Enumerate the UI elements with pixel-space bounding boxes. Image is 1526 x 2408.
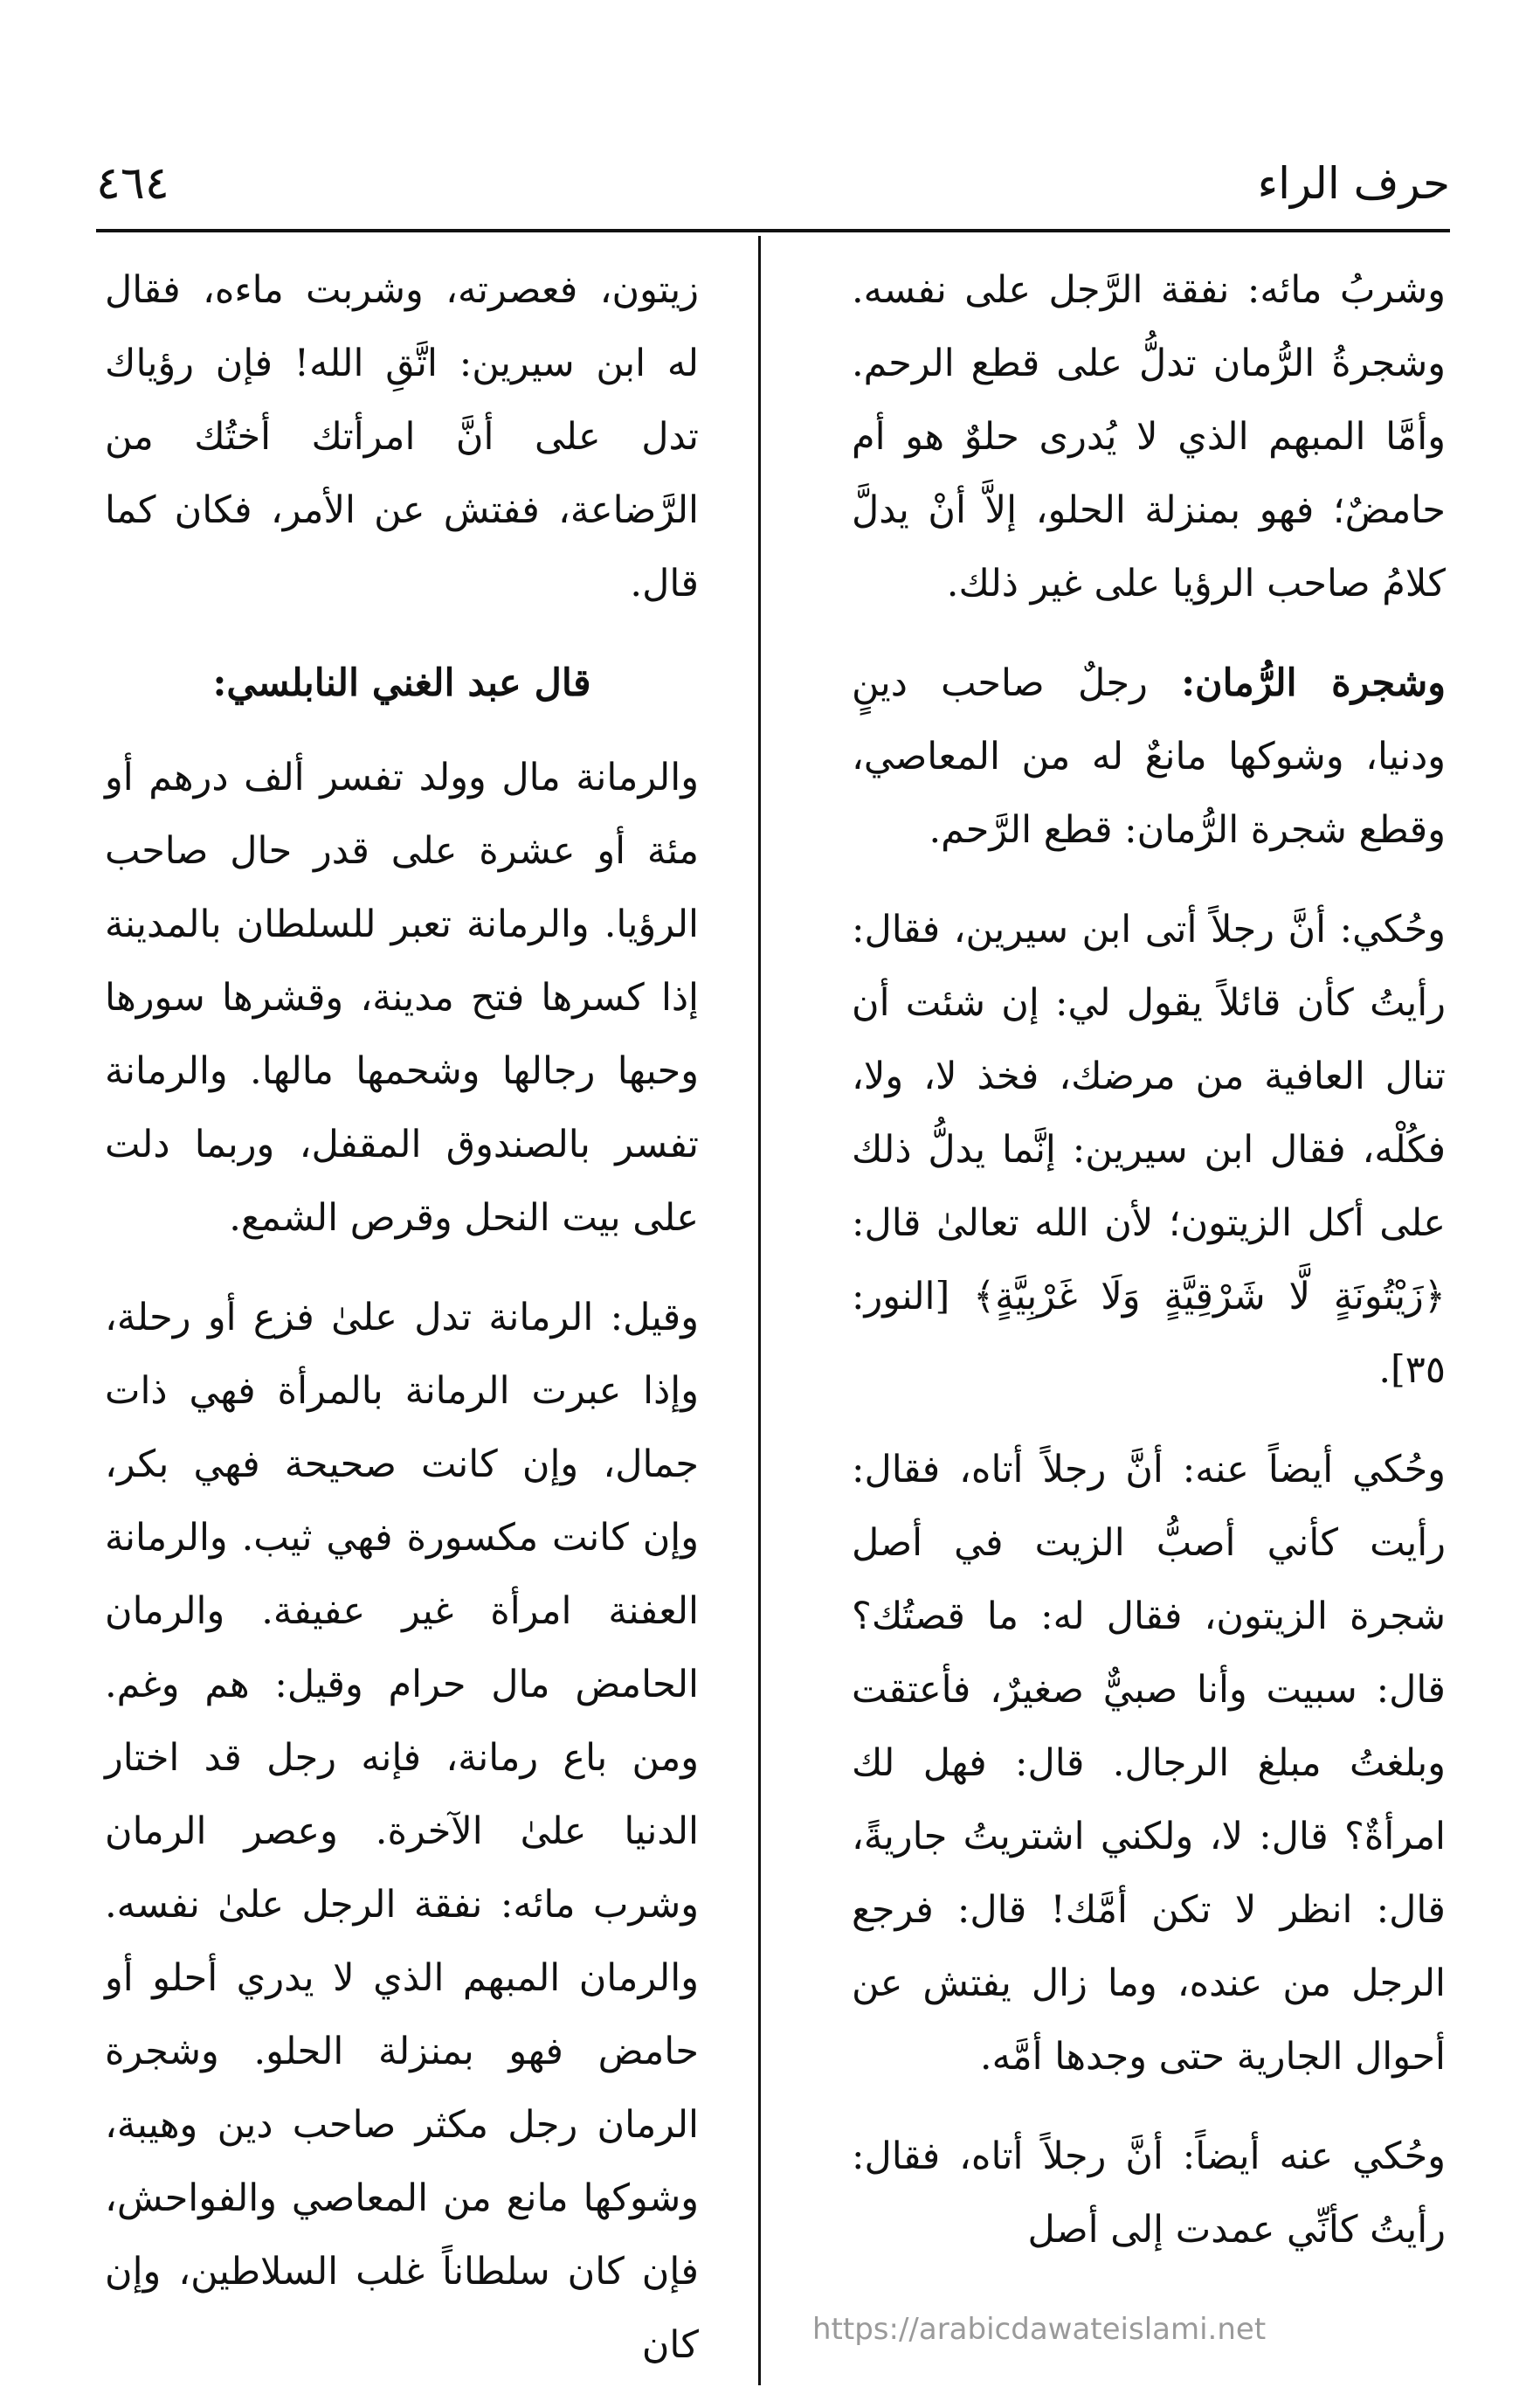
left-column	[105, 253, 699, 2408]
page-number: ٤٦٤	[96, 157, 169, 210]
watermark-url: https://arabicdawateislami.net	[812, 2312, 1267, 2347]
paragraph-text: رجلٌ صاحب دينٍ ودنيا، وشوكها مانعٌ له من المعاصي، وقطع شجرة الرُّمان: قطع الرَّحم.	[852, 661, 1446, 852]
paragraph: وحُكي عنه أيضاً: أنَّ رجلاً أتاه، فقال: رأيتُ كأنِّي عمدت إلى أصل	[852, 2135, 1446, 2252]
paragraph: زيتون، فعصرته، وشربت ماءه، فقال له ابن سيرين: اتَّقِ الله! فإن رؤياك تدل على أنَّ امرأتك أختُك من الرَّضاعة، ففتش عن الأمر، فكان كما قال.	[105, 268, 699, 605]
paragraph: وقيل: الرمانة تدل علىٰ فزع أو رحلة، وإذا عبرت الرمانة بالمرأة فهي ذات جمال، وإن كانت صحيحة فهي بكر، وإن كانت مكسورة فهي ثيب. والرمانة العفنة امرأة غير عفيفة. والرمان الحامض مال حرام وقيل: هم وغم. ومن باع رمانة، فإنه رجل قد اختار الدنيا علىٰ الآخرة. وعصر الرمان وشرب مائه: نفقة الرجل علىٰ نفسه. والرمان المبهم الذي لا يدري أحلو أو حامض فهو بمنزلة الحلو. وشجرة الرمان رجل مكثر صاحب دين وهيبة، وشوكها مانع من المعاصي والفواحش، فإن كان سلطاناً غلب السلاطين، وإن كان	[105, 1296, 699, 2367]
header-divider	[96, 229, 1450, 232]
paragraph: وحُكي: أنَّ رجلاً أتى ابن سيرين، فقال: رأيتُ كأن قائلاً يقول لي: إن شئت أن تنال العافية من مرضك، فخذ لا، ولا، فكُلْه، فقال ابن سيرين: إنَّما يدلُّ ذلك على أكل الزيتون؛ لأن الله تعالىٰ قال: ﴿زَيْتُونَةٍ لَّا شَرْقِيَّةٍ وَلَا غَرْبِيَّةٍ﴾ [النور: ٣٥].	[852, 908, 1446, 1392]
page-header	[96, 157, 1450, 218]
bold-term: وشجرة الرُّمان:	[1181, 661, 1446, 705]
column-divider	[758, 236, 761, 2385]
paragraph	[852, 647, 1446, 867]
paragraph: وحُكي أيضاً عنه: أنَّ رجلاً أتاه، فقال: رأيت كأني أصبُّ الزيت في أصل شجرة الزيتون، فقال له: ما قصتُك؟ قال: سبيت وأنا صبيٌّ صغيرٌ، فأعتقت وبلغتُ مبلغ الرجال. قال: فهل لك امرأةٌ؟ قال: لا، ولكني اشتريتُ جاريةً، قال: انظر لا تكن أمَّك! قال: فرجع الرجل من عنده، وما زال يفتش عن أحوال الجارية حتى وجدها أمَّه.	[852, 1448, 1446, 2079]
paragraph: وشربُ مائه: نفقة الرَّجل على نفسه. وشجرةُ الرُّمان تدلُّ على قطع الرحم. وأمَّا المبهم الذي لا يُدرى حلوٌ هو أم حامضٌ؛ فهو بمنزلة الحلو، إلاَّ أنْ يدلَّ كلامُ صاحب الرؤيا على غير ذلك.	[852, 268, 1446, 605]
right-column	[852, 253, 1446, 2293]
section-heading: قال عبد الغني النابلسي:	[212, 661, 591, 705]
paragraph: والرمانة مال وولد تفسر ألف درهم أو مئة أو عشرة على قدر حال صاحب الرؤيا. والرمانة تعبر للسلطان بالمدينة إذا كسرها فتح مدينة، وقشرها سورها وحبها رجالها وشحمها مالها. والرمانة تفسر بالصندوق المقفل، وربما دلت على بيت النحل وقرص الشمع.	[105, 756, 699, 1240]
running-title: حرف الراء	[1257, 158, 1450, 209]
